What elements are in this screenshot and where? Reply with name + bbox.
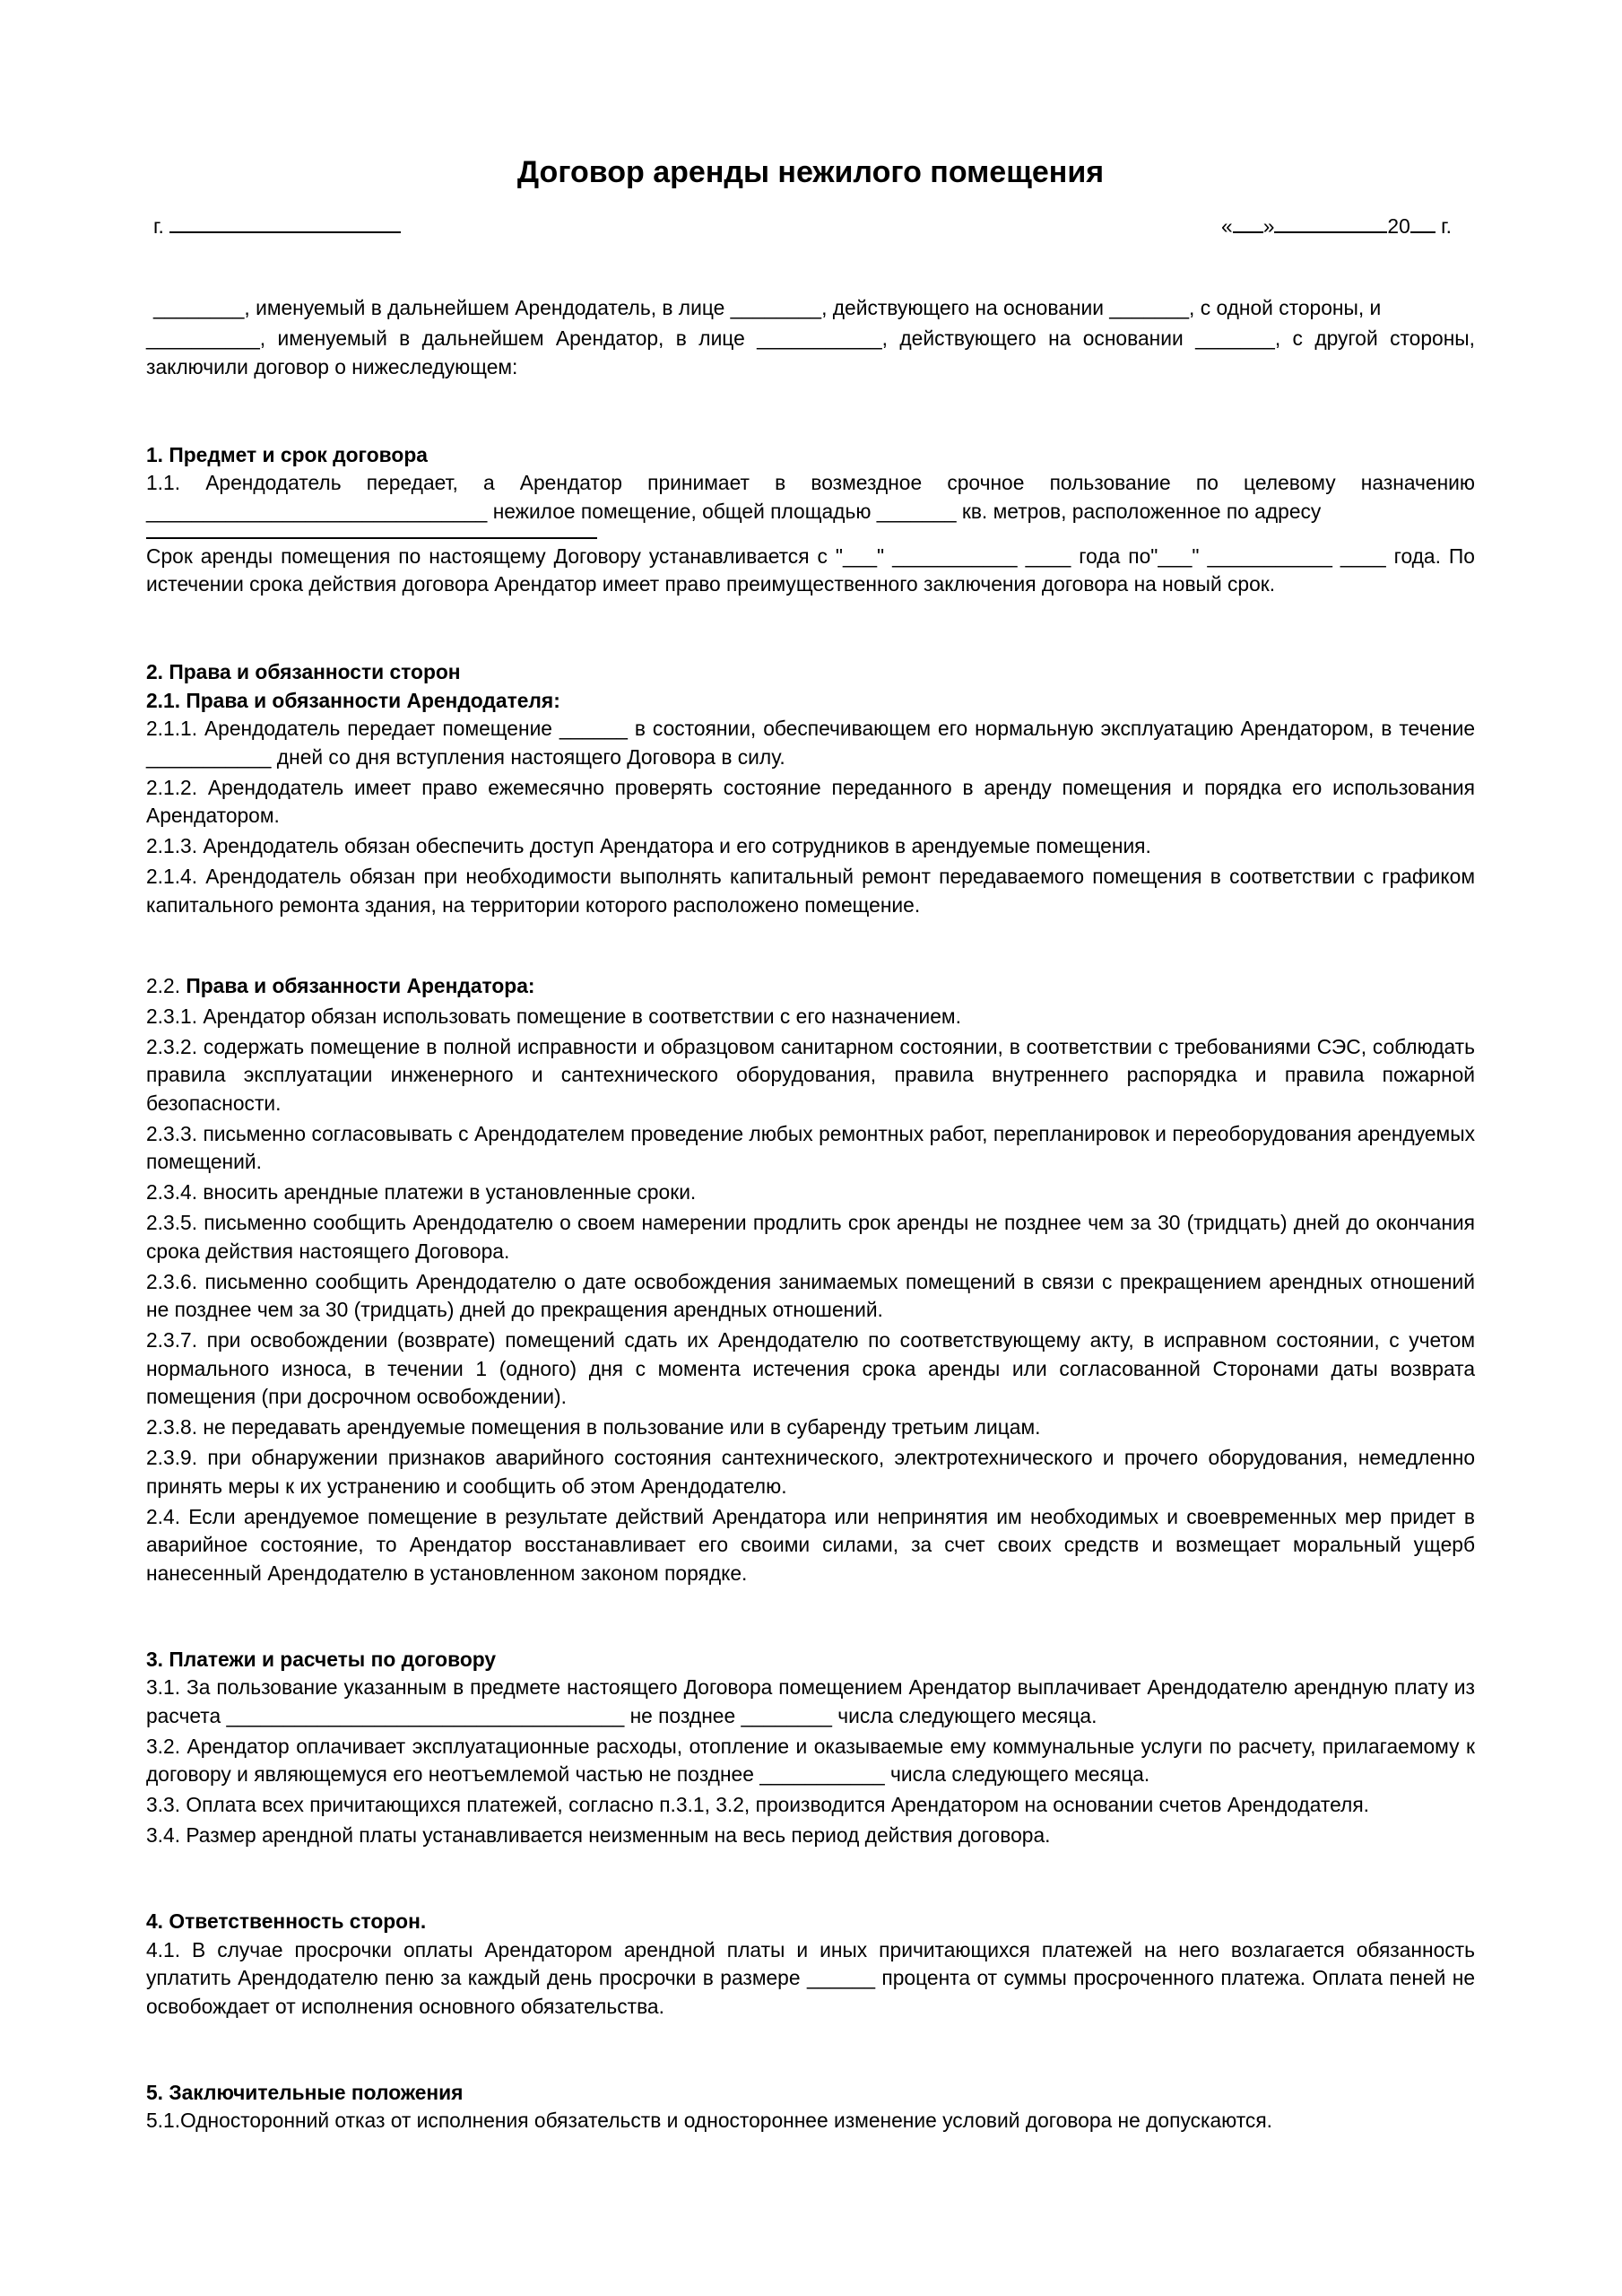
clause: 3.3. Оплата всех причитающихся платежей, согласно п.3.1, 3.2, производится Арендатором на основании счетов Арендодателя. — [146, 1793, 1369, 1816]
clause: 5.1.Односторонний отказ от исполнения обязательств и одностороннее изменение условий договора не допускаются. — [146, 2109, 1272, 2132]
subsection-number: 2.2. — [146, 973, 181, 997]
date-open-quote: « — [1221, 214, 1233, 238]
clause: 2.1.3. Арендодатель обязан обеспечить доступ Арендатора и его сотрудников в арендуемые помещения. — [146, 834, 1151, 857]
city-field — [153, 212, 401, 241]
clause: 2.1.2. Арендодатель имеет право ежемесячно проверять состояние переданного в аренду помещения и порядка его использования Арендатором. — [146, 775, 1475, 827]
preamble-line: ________, именуемый в дальнейшем Арендодатель, в лице ________, действующего на основании _______, с одной стороны, и — [153, 296, 1382, 319]
section-1 — [146, 441, 1475, 599]
clause: 4.1. В случае просрочки оплаты Арендатором арендной платы и иных причитающихся платежей на него возлагается обязанность уплатить Арендодателю пеню за каждый день просрочки в размере ______ процента от суммы просроченного платежа. Оплата пеней не освобождает от исполнения основного обязательства. — [146, 1937, 1475, 2018]
clause: 2.3.5. письменно сообщить Арендодателю о своем намерении продлить срок аренды не позднее чем за 30 (тридцать) дней до окончания срока действия настоящего Договора. — [146, 1211, 1475, 1263]
document-title: Договор аренды нежилого помещения — [516, 155, 1105, 189]
clause: 3.4. Размер арендной платы устанавливается неизменным на весь период действия договора. — [146, 1823, 1051, 1847]
date-year-suffix: г. — [1441, 214, 1452, 238]
clause: 2.3.7. при освобождении (возврате) помещений сдать их Арендодателю по соответствующему акту, в исправном состоянии, с учетом нормального износа, в течении 1 (одного) дня с момента истечения срока аренды или согласованной Сторонами даты возврата помещения (при досрочном освобождении). — [146, 1328, 1475, 1408]
contract-page — [146, 152, 1475, 2137]
clause: 2.3.6. письменно сообщить Арендодателю о дате освобождения занимаемых помещений в связи с прекращением арендных отношений не позднее чем за 30 (тридцать) дней до прекращения арендных отношений. — [146, 1269, 1475, 1321]
section-heading: 2. Права и обязанности сторон — [146, 660, 461, 683]
section-heading: 3. Платежи и расчеты по договору — [146, 1647, 497, 1671]
preamble-line: __________, именуемый в дальнейшем Арендатор, в лице ___________, действующего на основании _______, с другой стороны, заключили договор о нижеследующем: — [146, 326, 1475, 378]
clause: 2.1.4. Арендодатель обязан при необходимости выполнять капитальный ремонт передаваемого помещения в соответствии с графиком капитального ремонта здания, на территории которого расположено помещение. — [146, 865, 1475, 917]
section-heading: 4. Ответственность сторон. — [146, 1909, 427, 1933]
date-close-quote: » — [1262, 214, 1275, 238]
date-day-blank — [1233, 212, 1263, 233]
subsection-heading: Права и обязанности Арендатора: — [186, 973, 535, 997]
clause: 2.4. Если арендуемое помещение в результате действий Арендатора или непринятия им необходимых и своевременных мер придет в аварийное состояние, то Арендатор восстанавливает его своими силами, за счет своих средств и возмещает моральный ущерб нанесенный Арендодателю в установленном законом порядке. — [146, 1504, 1475, 1585]
clause: 2.3.3. письменно согласовывать с Арендодателем проведение любых ремонтных работ, перепланировок и переоборудования арендуемых помещений. — [146, 1121, 1475, 1173]
section-5 — [146, 2079, 1475, 2135]
date-year-prefix: 20 — [1387, 214, 1410, 238]
clause: 3.1. За пользование указанным в предмете настоящего Договора помещением Арендатор выплачивает Арендодателю арендную плату из расчета ___________________________________ не позднее ________ числа следующего месяца. — [146, 1675, 1475, 1727]
city-prefix: г. — [153, 214, 164, 238]
clause: 1.1. Арендодатель передает, а Арендатор принимает в возмездное срочное пользование по целевому назначению ______________________________ нежилое помещение, общей площадью _______ кв. метров, расположенное по адресу — [146, 471, 1475, 523]
address-blank — [146, 528, 597, 539]
section-heading: 5. Заключительные положения — [146, 2080, 464, 2104]
clause-list — [146, 1003, 1475, 1588]
section-3 — [146, 1646, 1475, 1850]
date-month-blank — [1274, 212, 1387, 233]
clause: 2.1.1. Арендодатель передает помещение ______ в состоянии, обеспечивающем его нормальную эксплуатацию Арендатором, в течение ___________ дней со дня вступления настоящего Договора в силу. — [146, 717, 1475, 769]
clause: 2.3.4. вносить арендные платежи в установленные сроки. — [146, 1180, 697, 1204]
clause: 2.3.1. Арендатор обязан использовать помещение в соответствии с его назначением. — [146, 1004, 961, 1028]
section-heading: 1. Предмет и срок договора — [146, 442, 428, 466]
date-year-blank — [1410, 212, 1436, 233]
section-2 — [146, 658, 1475, 1587]
clause: 2.3.8. не передавать арендуемые помещения в пользование или в субаренду третьим лицам. — [146, 1415, 1041, 1439]
clause-list — [146, 715, 1475, 919]
section-4 — [146, 1908, 1475, 2021]
city-blank — [169, 212, 401, 233]
date-field — [1221, 212, 1452, 241]
subsection-heading-row — [146, 972, 1475, 1001]
preamble — [146, 294, 1475, 381]
clause: 3.2. Арендатор оплачивает эксплуатационные расходы, отопление и оказываемые ему коммунальные услуги по расчету, прилагаемому к договору и являющемуся его неотъемлемой частью не позднее ___________ числа следующего месяца. — [146, 1734, 1475, 1786]
clause: 2.3.9. при обнаружении признаков аварийного состояния сантехнического, электротехнического и прочего оборудования, немедленно принять меры к их устранению и сообщить об этом Арендодателю. — [146, 1446, 1475, 1498]
clause: Срок аренды помещения по настоящему Договору устанавливается с "___" ___________ ____ года по"___" ___________ ____ года. По истечении срока действия договора Арендатор имеет право преимущественного заключения договора на новый срок. — [146, 544, 1475, 596]
clause: 2.3.2. содержать помещение в полной исправности и образцовом санитарном состоянии, в соответствии с требованиями СЭС, соблюдать правила эксплуатации инженерного и сантехнического оборудования, правила внутреннего распорядка и правила пожарной безопасности. — [146, 1034, 1475, 1115]
city-date-row — [146, 212, 1475, 240]
subsection-heading: 2.1. Права и обязанности Арендодателя: — [146, 688, 560, 712]
